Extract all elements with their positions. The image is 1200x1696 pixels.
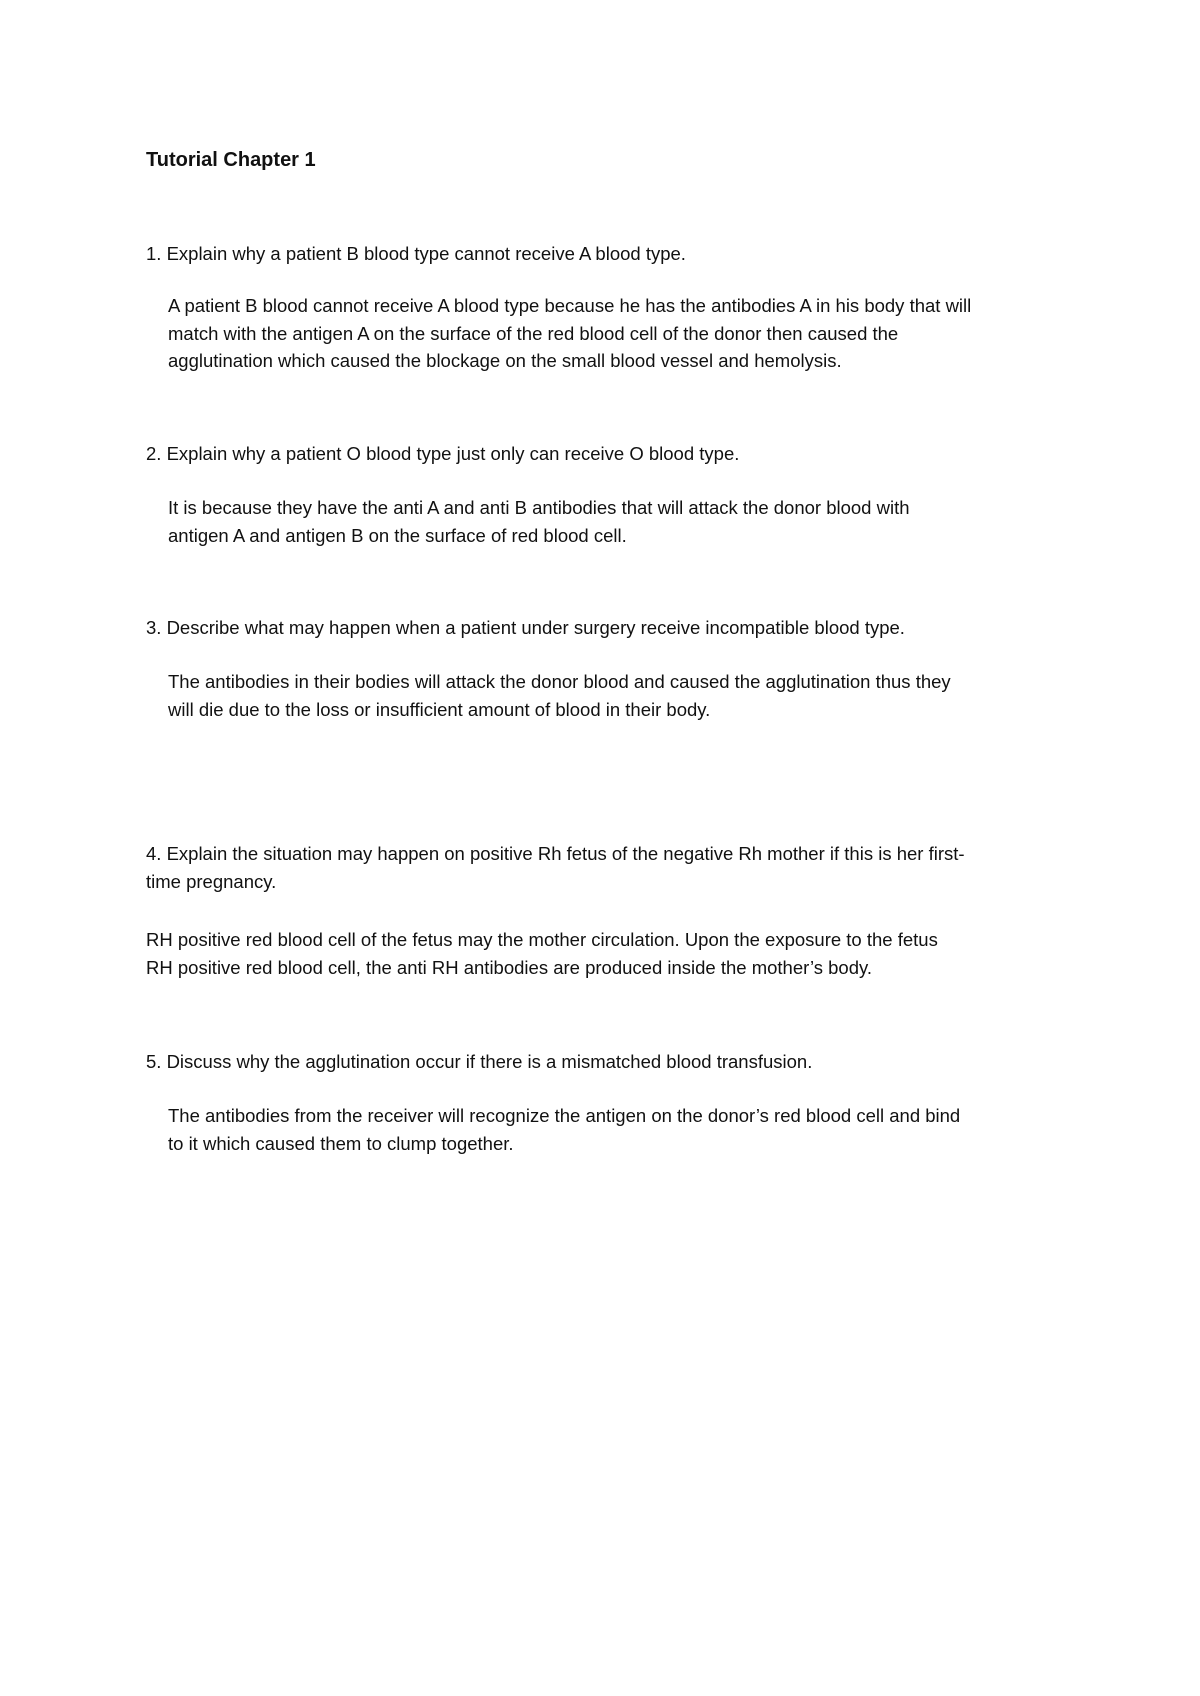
answer-1-line-2: match with the antigen A on the surface of the red blood cell of the donor then caused the xyxy=(168,322,899,344)
answer-1-line-3: agglutination which caused the blockage on the small blood vessel and hemolysis. xyxy=(168,350,842,371)
answer-3-line-2: will die due to the loss or insufficient amount of blood in their body. xyxy=(168,698,711,720)
answer-4 xyxy=(146,926,1066,981)
answer-3 xyxy=(168,668,1068,723)
question-4-line-2: time pregnancy. xyxy=(146,871,277,892)
question-4 xyxy=(146,840,1066,896)
answer-1-line-1: A patient B blood cannot receive A blood type because he has the antibodies A in his body that will xyxy=(168,295,972,316)
document-title: Tutorial Chapter 1 xyxy=(146,149,316,171)
question-1 xyxy=(146,240,1066,268)
question-3 xyxy=(146,614,1066,642)
answer-2-line-1: It is because they have the anti A and anti B antibodies that will attack the donor blood with xyxy=(168,497,910,518)
question-5-line-1: 5. Discuss why the agglutination occur if there is a mismatched blood transfusion. xyxy=(146,1051,813,1072)
question-5 xyxy=(146,1048,1066,1076)
answer-4-line-1: RH positive red blood cell of the fetus may the mother circulation. Upon the exposure to the fetus xyxy=(146,929,938,950)
question-2 xyxy=(146,440,1066,468)
question-4-line-1: 4. Explain the situation may happen on positive Rh fetus of the negative Rh mother if this is her first- xyxy=(146,843,965,864)
question-1-line-1: 1. Explain why a patient B blood type cannot receive A blood type. xyxy=(146,243,686,264)
answer-5 xyxy=(168,1102,1068,1157)
answer-1 xyxy=(168,292,1068,375)
answer-4-line-2: RH positive red blood cell, the anti RH antibodies are produced inside the mother’s body. xyxy=(146,956,873,978)
answer-3-line-1: The antibodies in their bodies will attack the donor blood and caused the agglutination thus they xyxy=(168,671,951,692)
question-2-line-1: 2. Explain why a patient O blood type just only can receive O blood type. xyxy=(146,443,740,464)
answer-5-line-1: The antibodies from the receiver will recognize the antigen on the donor’s red blood cell and bind xyxy=(168,1105,961,1126)
question-3-line-1: 3. Describe what may happen when a patient under surgery receive incompatible blood type. xyxy=(146,617,905,638)
answer-2 xyxy=(168,494,1068,549)
answer-2-line-2: antigen A and antigen B on the surface of red blood cell. xyxy=(168,524,627,546)
answer-5-line-2: to it which caused them to clump together. xyxy=(168,1132,514,1154)
